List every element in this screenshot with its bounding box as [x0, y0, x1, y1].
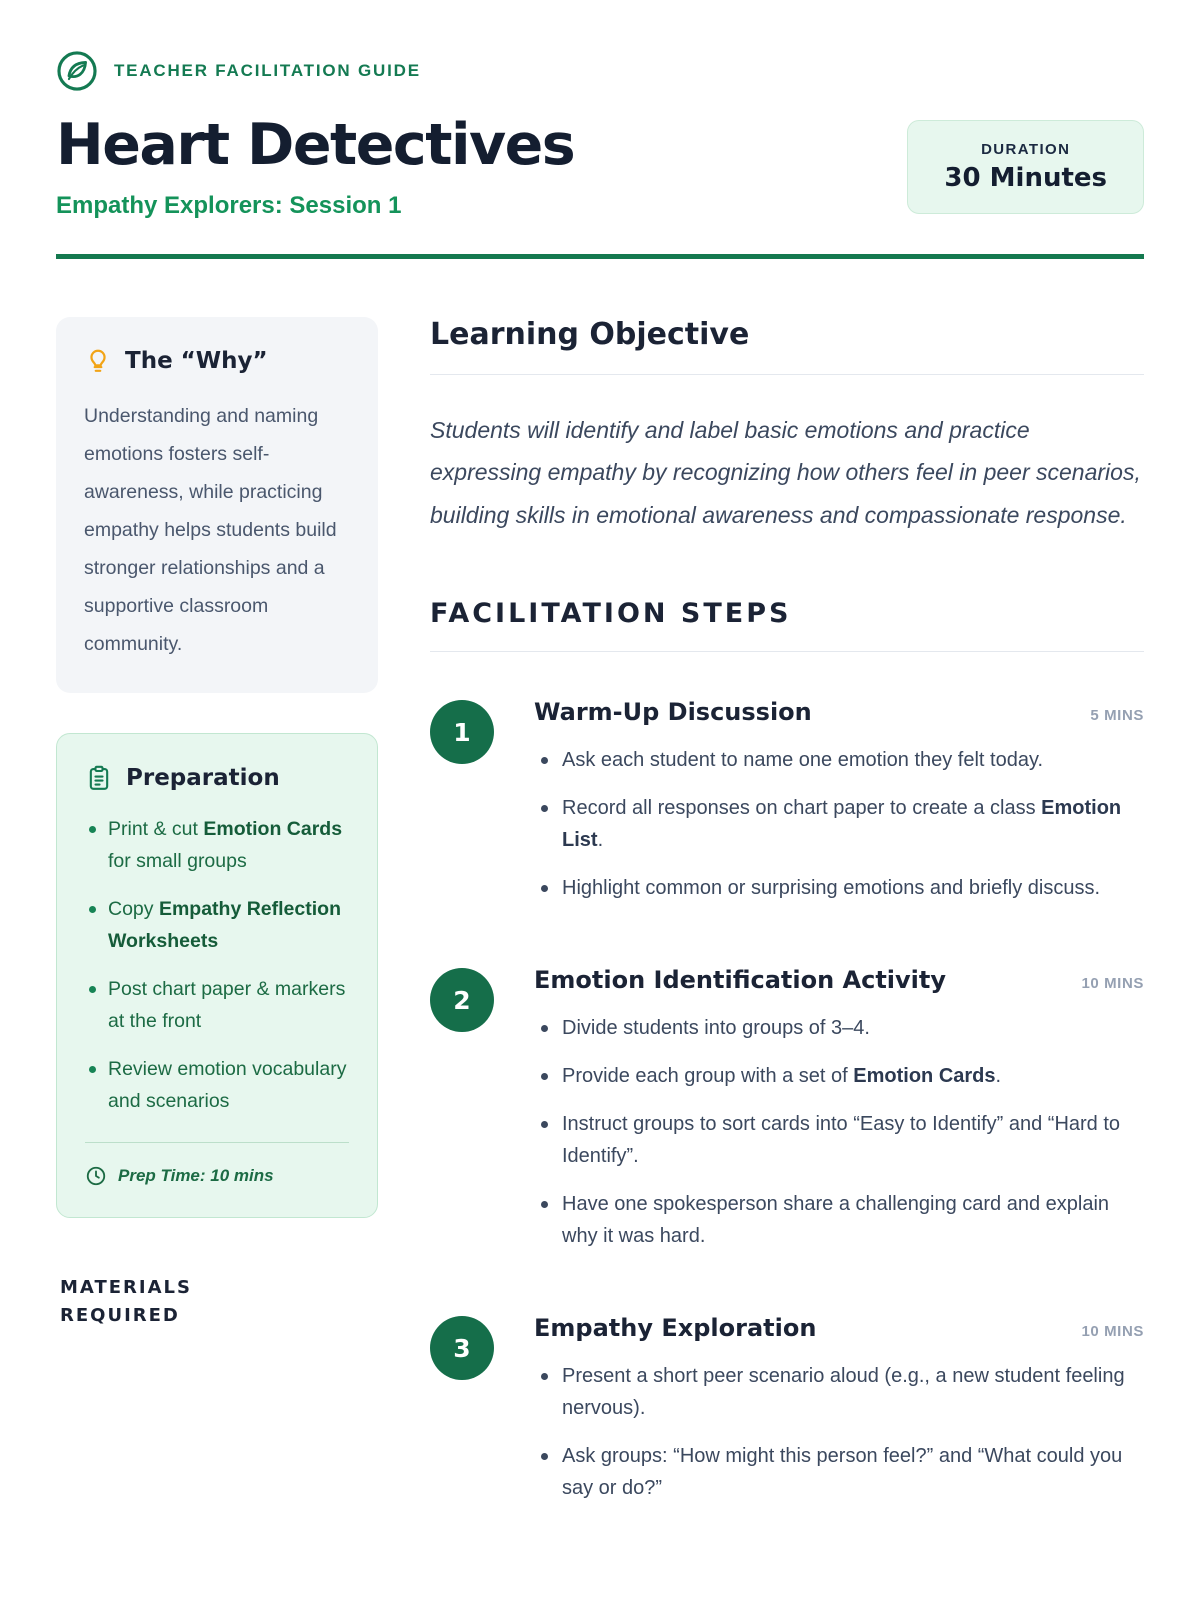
page-subtitle: Empathy Explorers: Session 1 — [56, 191, 402, 219]
step-bullet: Present a short peer scenario aloud (e.g., a new student feeling nervous). — [534, 1360, 1144, 1424]
step-title: Emotion Identification Activity — [534, 966, 947, 995]
preparation-item: Print & cut Emotion Cards for small groups — [85, 814, 349, 877]
why-card — [56, 317, 378, 693]
step-duration: 10 MINS — [1081, 975, 1144, 993]
facilitation-step — [430, 966, 1144, 1268]
step-bullet: Divide students into groups of 3–4. — [534, 1012, 1144, 1044]
objective-divider — [430, 374, 1144, 375]
why-card-title: The “Why” — [125, 347, 268, 374]
preparation-card-header — [85, 764, 349, 792]
step-bullet: Ask each student to name one emotion they felt today. — [534, 744, 1144, 776]
step-number-badge: 2 — [430, 968, 494, 1032]
materials-heading: MATERIALS REQUIRED — [60, 1276, 192, 1327]
header-divider — [56, 254, 1144, 259]
header — [56, 50, 1144, 259]
why-card-body: Understanding and naming emotions fosters self-awareness, while practicing empathy helps students build stronger relationships and a supportive classroom community. — [84, 404, 337, 655]
duration-label: DURATION — [981, 141, 1071, 158]
title-row — [56, 112, 1144, 220]
leaf-logo-icon — [56, 50, 98, 92]
duration-value: 30 Minutes — [944, 163, 1107, 193]
step-title: Warm-Up Discussion — [534, 698, 812, 727]
step-number-badge: 3 — [430, 1316, 494, 1380]
facilitation-step — [430, 1314, 1144, 1520]
step-bullet: Record all responses on chart paper to create a class Emotion List. — [534, 792, 1144, 856]
preparation-item: Copy Empathy Reflection Worksheets — [85, 894, 349, 957]
facilitation-steps-heading: FACILITATION STEPS — [430, 598, 792, 630]
preparation-card — [56, 733, 378, 1218]
content-columns — [56, 317, 1144, 1521]
step-bullet: Highlight common or surprising emotions and briefly discuss. — [534, 872, 1144, 904]
step-duration: 10 MINS — [1081, 1323, 1144, 1341]
facilitation-step — [430, 698, 1144, 920]
learning-objective-text: Students will identify and label basic emotions and practice expressing empathy by recognizing how others feel in peer scenarios, building skills in emotional awareness and compassionate response. — [430, 416, 1141, 528]
document-kicker: TEACHER FACILITATION GUIDE — [114, 61, 421, 80]
step-number-badge: 1 — [430, 700, 494, 764]
learning-objective-heading: Learning Objective — [430, 316, 750, 352]
step-title: Empathy Exploration — [534, 1314, 817, 1343]
page-title: Heart Detectives — [56, 112, 575, 178]
preparation-card-title: Preparation — [126, 764, 280, 791]
step-bullet: Ask groups: “How might this person feel?” and “What could you say or do?” — [534, 1440, 1144, 1504]
prep-time-text: Prep Time: 10 mins — [118, 1165, 274, 1185]
main-column — [430, 317, 1144, 1521]
why-card-header — [84, 347, 350, 375]
clipboard-icon — [85, 764, 113, 792]
sidebar — [56, 317, 378, 1521]
step-bullet: Instruct groups to sort cards into “Easy to Identify” and “Hard to Identify”. — [534, 1108, 1144, 1172]
lightbulb-icon — [84, 347, 112, 375]
preparation-list — [85, 814, 349, 1118]
steps-divider — [430, 651, 1144, 652]
preparation-item: Post chart paper & markers at the front — [85, 974, 349, 1037]
facilitation-steps-list — [430, 698, 1144, 1520]
step-bullet: Provide each group with a set of Emotion Cards. — [534, 1060, 1144, 1092]
title-block — [56, 112, 575, 220]
kicker-row — [56, 50, 1144, 92]
step-duration: 5 MINS — [1090, 707, 1144, 725]
preparation-item: Review emotion vocabulary and scenarios — [85, 1054, 349, 1117]
preparation-divider — [85, 1142, 349, 1143]
duration-badge — [907, 120, 1144, 214]
step-bullet: Have one spokesperson share a challenging card and explain why it was hard. — [534, 1188, 1144, 1252]
clock-icon — [85, 1165, 107, 1187]
prep-time-row — [85, 1165, 349, 1187]
